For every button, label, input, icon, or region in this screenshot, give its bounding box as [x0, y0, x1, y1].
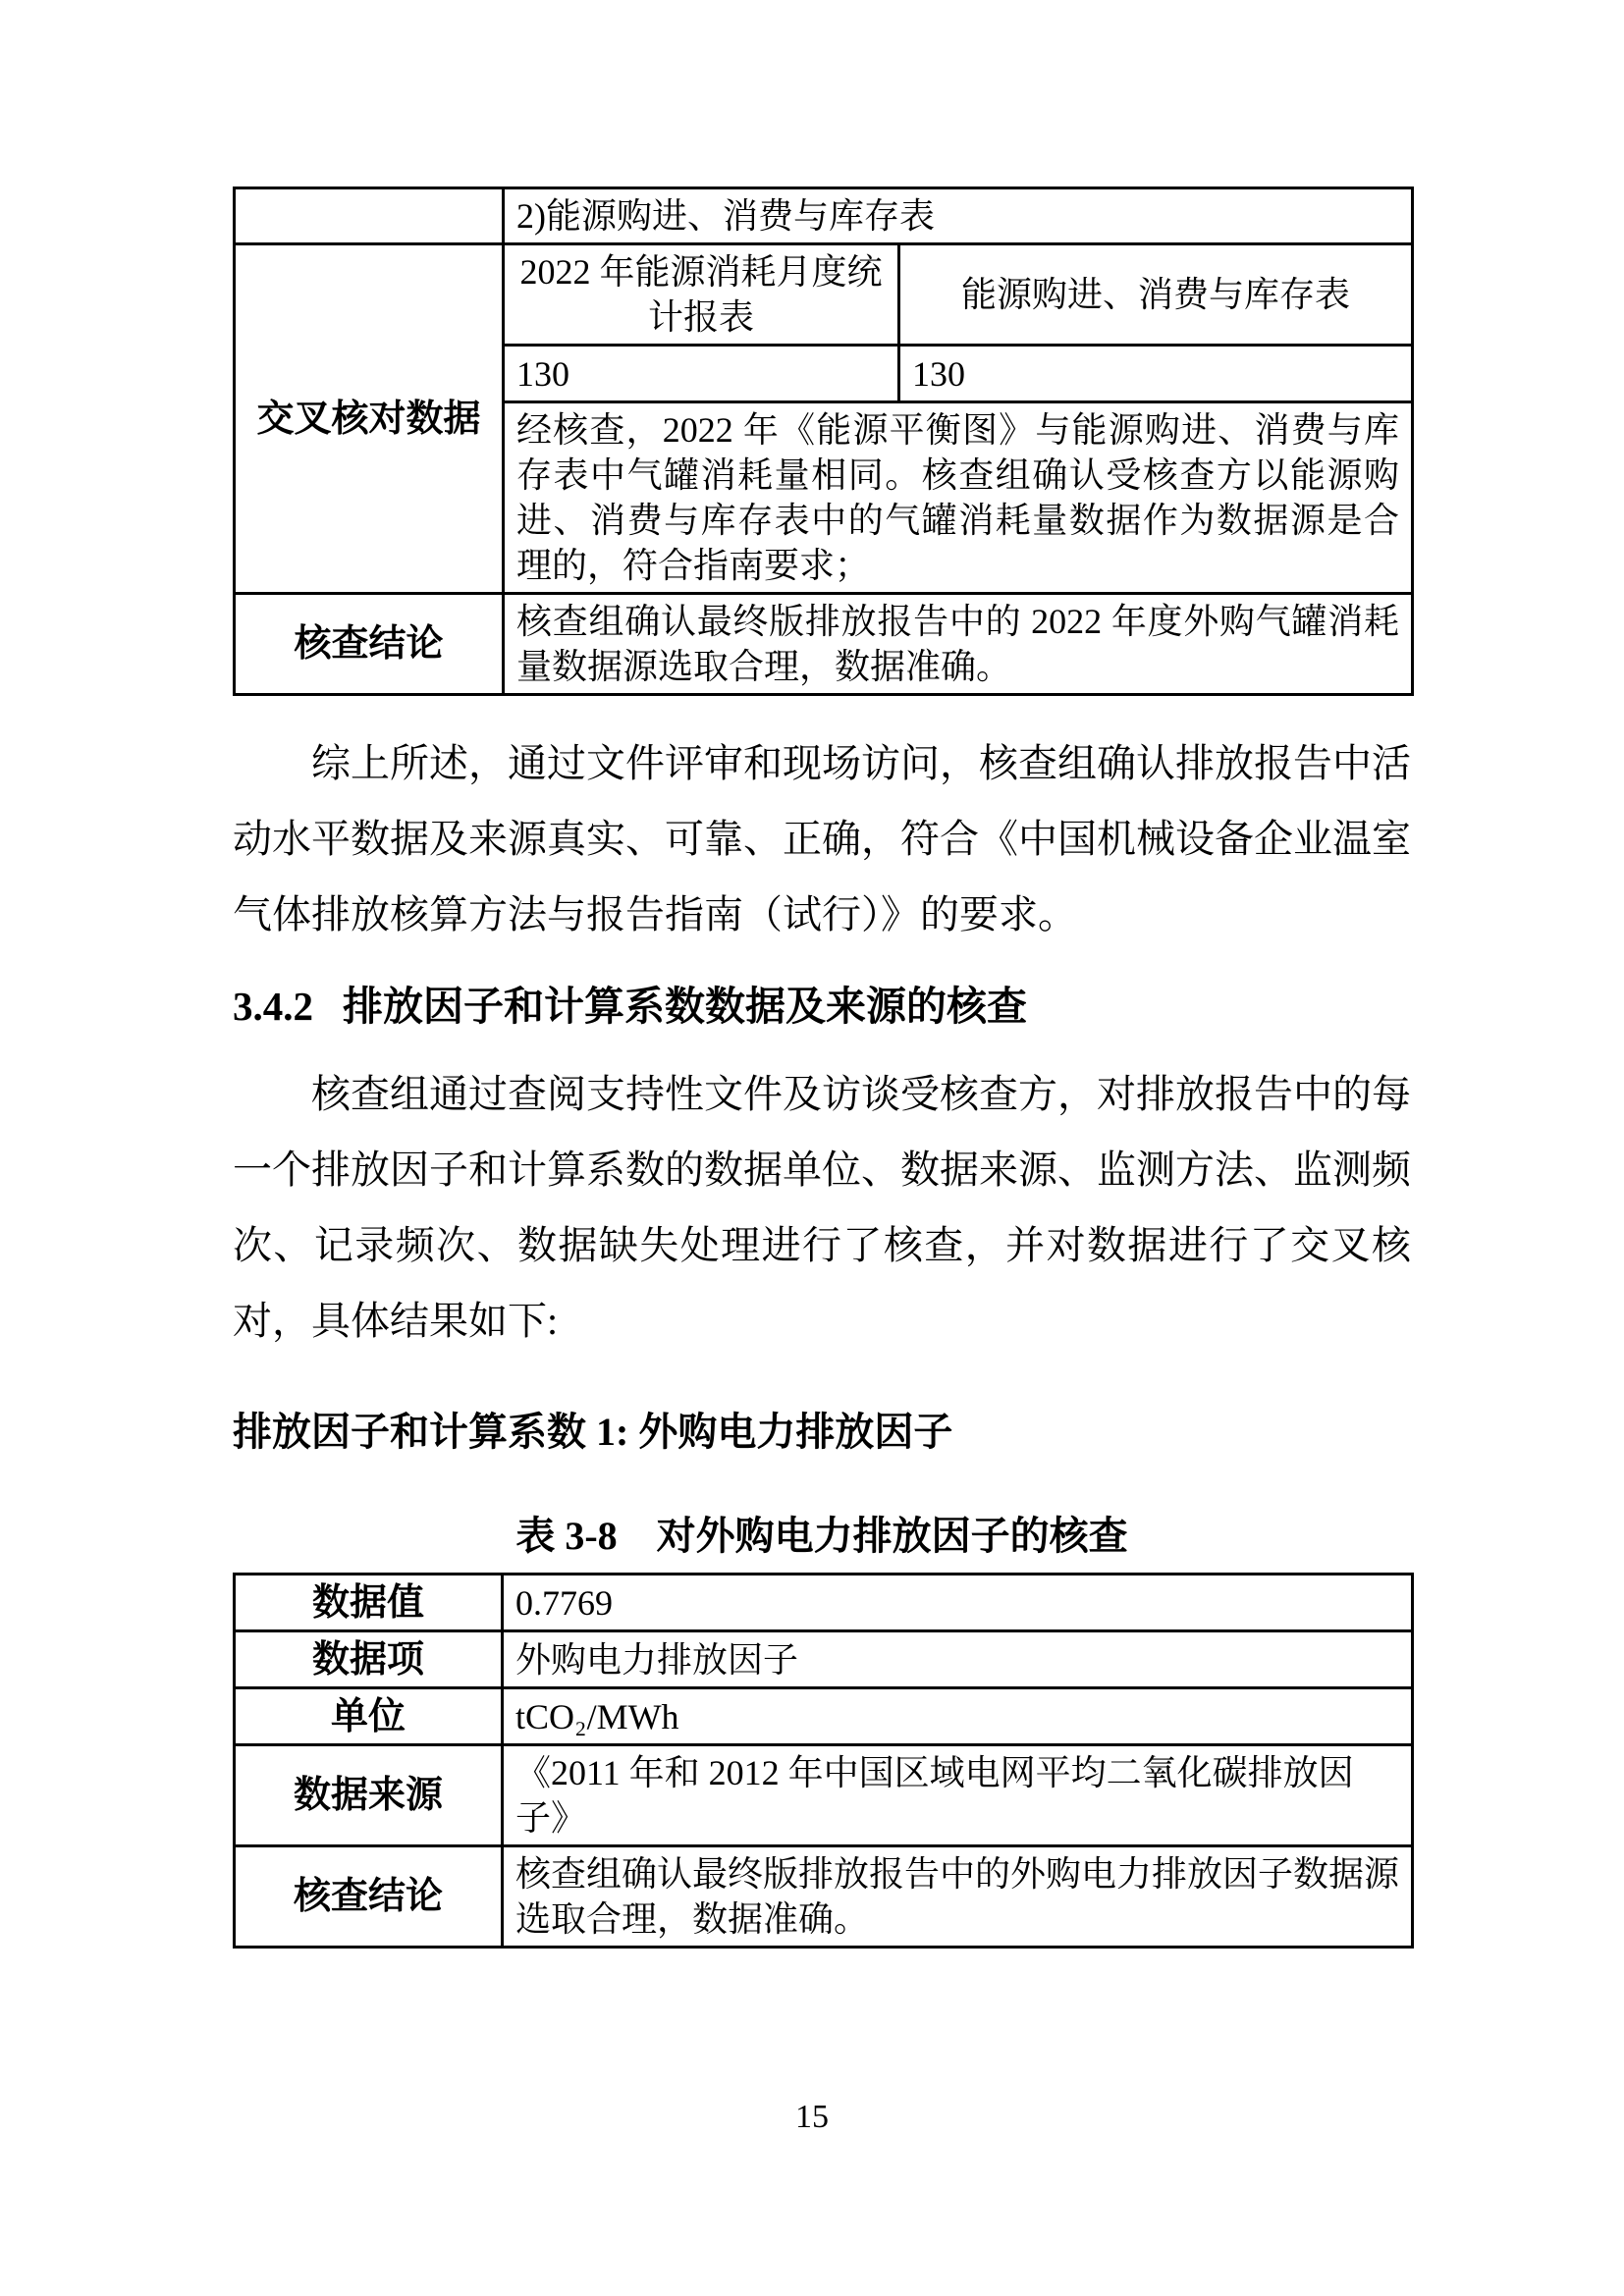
table1-empty-label-cell	[235, 188, 504, 244]
table1-source-b-header: 能源购进、消费与库存表	[899, 244, 1413, 346]
section-title: 排放因子和计算系数数据及来源的核查	[343, 984, 1027, 1029]
conclusion-label: 核查结论	[235, 594, 504, 695]
table-row	[235, 1631, 1413, 1688]
page-content	[233, 187, 1411, 1949]
conclusion-label-2: 核查结论	[235, 1846, 503, 1948]
section-number: 3.4.2	[233, 984, 313, 1029]
ef-intro-paragraph: 核查组通过查阅支持性文件及访谈受核查方，对排放报告中的每一个排放因子和计算系数的数据单位、数据来源、监测方法、监测频次、记录频次、数据缺失处理进行了核查，并对数据进行了交叉核对，具体结果如下:	[233, 1072, 1411, 1343]
table-row	[235, 188, 1413, 244]
table1-source-a-header: 2022 年能源消耗月度统计报表	[504, 244, 899, 346]
table-3-8-title: 表 3-8 对外购电力排放因子的核查	[515, 1514, 1128, 1558]
ef1-verification-table	[233, 1573, 1414, 1949]
data-source-label: 数据来源	[235, 1745, 503, 1846]
cross-check-note-cell: 经核查，2022 年《能源平衡图》与能源购进、消费与库存表中气罐消耗量相同。核查组确认受核查方以能源购进、消费与库存表中的气罐消耗量数据作为数据源是合理的，符合指南要求；	[504, 402, 1413, 594]
data-item-cell: 外购电力排放因子	[503, 1631, 1413, 1688]
ef1-heading: 排放因子和计算系数 1: 外购电力排放因子	[233, 1410, 953, 1454]
table1-source-item-cell: 2)能源购进、消费与库存表	[504, 188, 1413, 244]
data-item-label: 数据项	[235, 1631, 503, 1688]
summary-paragraph: 综上所述，通过文件评审和现场访问，核查组确认排放报告中活动水平数据及来源真实、可靠、正确，符合《中国机械设备企业温室气体排放核算方法与报告指南（试行）》的要求。	[233, 741, 1411, 936]
unit-cell: tCO₂/MWh	[503, 1688, 1413, 1745]
conclusion-text-cell: 核查组确认最终版排放报告中的 2022 年度外购气罐消耗量数据源选取合理，数据准确。	[504, 594, 1413, 695]
section-heading-3-4-2	[233, 978, 1411, 1035]
table-row	[235, 1688, 1413, 1745]
page-number: 15	[795, 2099, 829, 2135]
cross-check-data-label: 交叉核对数据	[235, 244, 504, 594]
unit-label: 单位	[235, 1688, 503, 1745]
cross-check-table	[233, 187, 1414, 696]
data-value-label: 数据值	[235, 1575, 503, 1631]
data-source-cell: 《2011 年和 2012 年中国区域电网平均二氧化碳排放因子》	[503, 1745, 1413, 1846]
table-row	[235, 244, 1413, 346]
data-value-cell: 0.7769	[503, 1575, 1413, 1631]
table1-source-a-value: 130	[504, 346, 899, 402]
table-row	[235, 1575, 1413, 1631]
table-row	[235, 594, 1413, 695]
table-row	[235, 1745, 1413, 1846]
table-row	[235, 1846, 1413, 1948]
conclusion-cell-2: 核查组确认最终版排放报告中的外购电力排放因子数据源选取合理，数据准确。	[503, 1846, 1413, 1948]
table1-source-b-value: 130	[899, 346, 1413, 402]
